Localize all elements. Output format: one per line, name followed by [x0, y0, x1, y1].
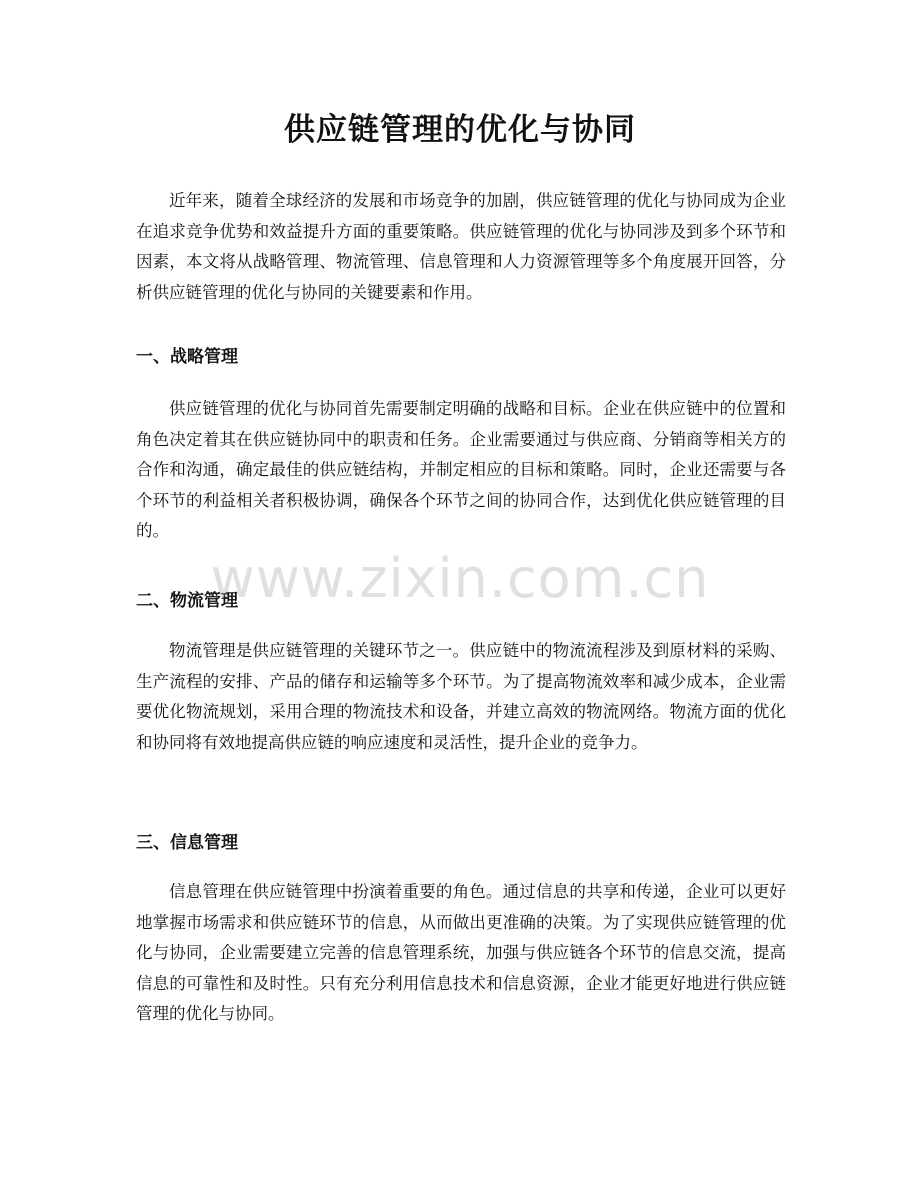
page-title: 供应链管理的优化与协同 — [284, 112, 636, 148]
section-heading-strategy: 一、战略管理 — [136, 347, 238, 367]
watermark: www.zixin.com.cn — [210, 547, 710, 610]
section-heading-information: 三、信息管理 — [136, 833, 238, 853]
section-body-information: 信息管理在供应链管理中扮演着重要的角色。通过信息的共享和传递，企业可以更好地掌握市场需求和供应链环节的信息，从而做出更准确的决策。为了实现供应链管理的优化与协同，企业需要建立完善的信息管理系统，加强与供应链各个环节的信息交流，提高信息的可靠性和及时性。只有充分利用信息技术和信息资源，企业才能更好地进行供应链管理的优化与协同。 — [136, 882, 786, 1024]
intro-paragraph: 近年来，随着全球经济的发展和市场竞争的加剧，供应链管理的优化与协同成为企业在追求竞争优势和效益提升方面的重要策略。供应链管理的优化与协同涉及到多个环节和因素，本文将从战略管理、物流管理、信息管理和人力资源管理等多个角度展开回答，分析供应链管理的优化与协同的关键要素和作用。 — [136, 191, 786, 302]
section-heading-logistics: 二、物流管理 — [136, 591, 238, 611]
section-body-logistics: 物流管理是供应链管理的关键环节之一。供应链中的物流流程涉及到原材料的采购、生产流程的安排、产品的储存和运输等多个环节。为了提高物流效率和减少成本，企业需要优化物流规划，采用合理的物流技术和设备，并建立高效的物流网络。物流方面的优化和协同将有效地提高供应链的响应速度和灵活性，提升企业的竞争力。 — [136, 641, 786, 752]
section-body-strategy: 供应链管理的优化与协同首先需要制定明确的战略和目标。企业在供应链中的位置和角色决定着其在供应链协同中的职责和任务。企业需要通过与供应商、分销商等相关方的合作和沟通，确定最佳的供应链结构，并制定相应的目标和策略。同时，企业还需要与各个环节的利益相关者积极协调，确保各个环节之间的协同合作，达到优化供应链管理的目的。 — [136, 399, 786, 541]
